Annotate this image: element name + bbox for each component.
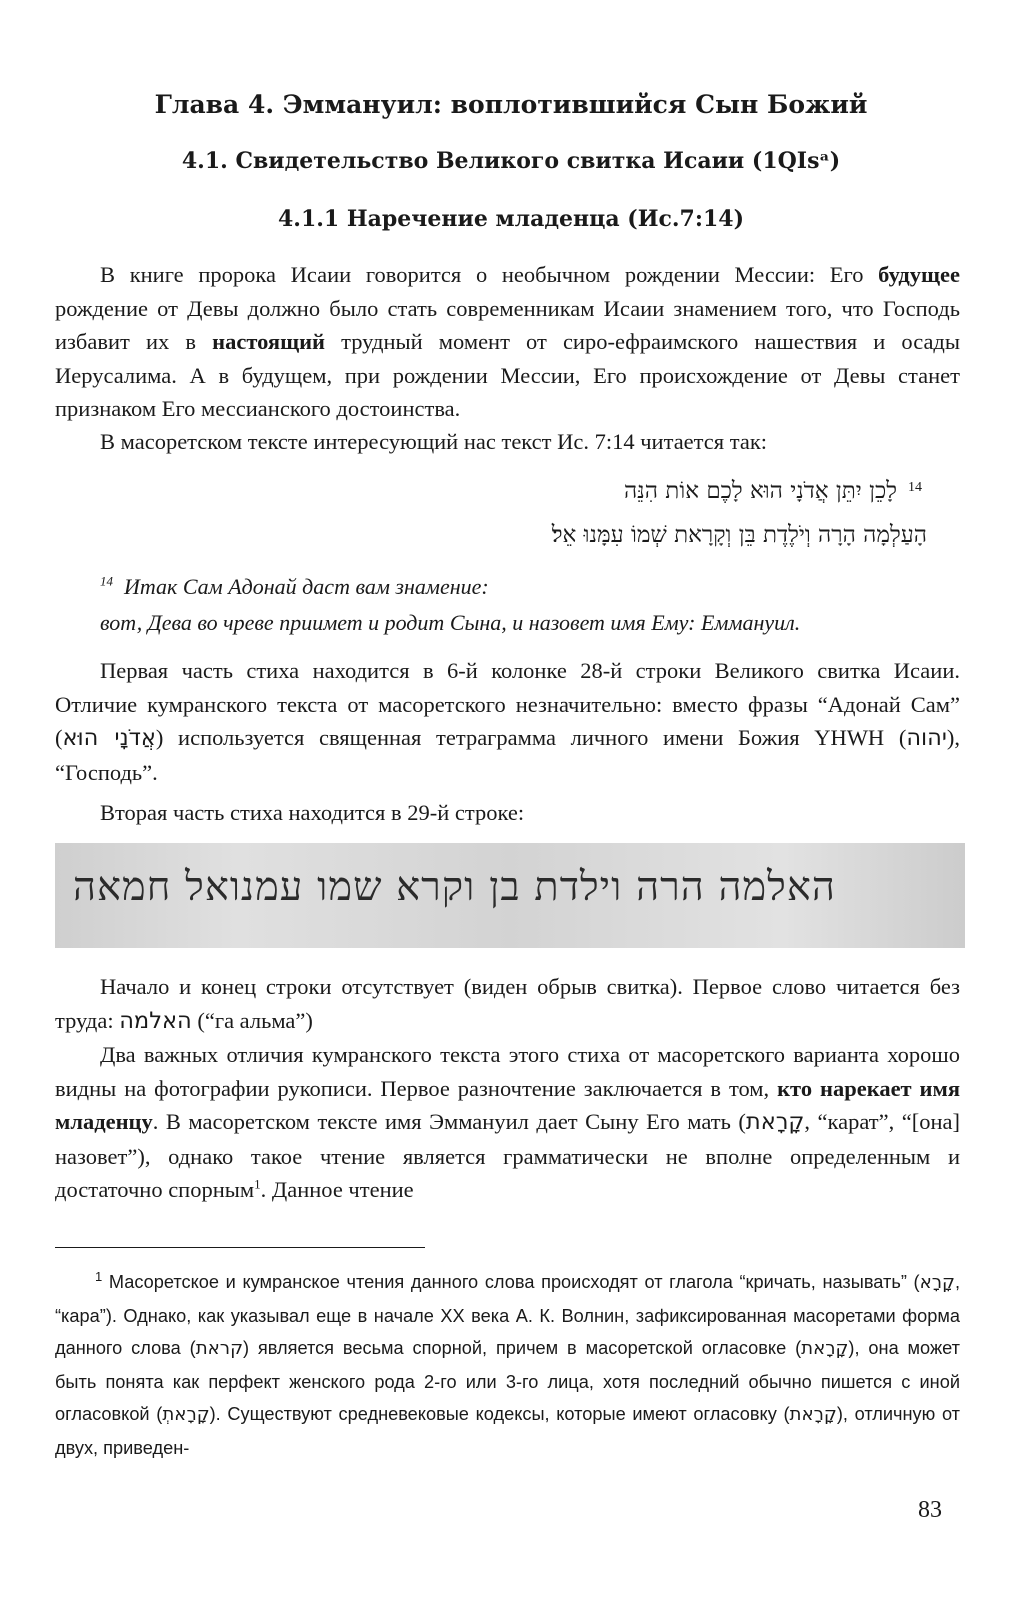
paragraph-masoretic-intro: В масоретском тексте интересующий нас текст Ис. 7:14 читается так: [100,429,768,454]
page-number: 83 [918,1497,942,1523]
paragraph-analysis: Начало и конец строки отсутствует (виден обрыв свитка). Первое слово читается без труда: האלמה (“га альма”) Два важных отличия кумранского текста этого стиха от масоретского варианта хорошо видны на фотографии рукописи. Первое разночтение заключается в том, кто нарекает имя младенцу. В масоретском тексте имя Эммануил дает Сыну Его мать (קָרָאת, “карат”, “[она] назовет”), однако такое чтение является грамматически не вполне определенным и достаточно спорным$^1$. Данное чтение [55,974,960,1202]
hebrew-verse-line-2: הָעַלְמָה הָרָה וְיֹלֶדֶת בֵּן וְקָרָאת שְׁמוֹ עִמָּנוּ אֵל׃ [551,522,927,548]
hebrew-verse-line-1: לָכֵן יִתֵּן אֲדֹנָי הוּא לָכֶם אוֹת הִנֵּה [624,478,897,504]
emphasis-who-names: кто нарекает имя младенцу [55,1075,960,1134]
hebrew-verse-number: 14 [908,480,922,495]
section-title: 4.1. Свидетельство Великого свитка Исаии (1QIsᵃ) [181,148,841,174]
scroll-handwriting: האלמה הרה וילדת בן וקרא שמו עמנואל חמאה [73,864,836,910]
emphasis-present: настоящий [212,329,325,354]
scroll-photo [55,843,965,948]
chapter-title: Глава 4. Эммануил: воплотившийся Сын Божий [154,90,868,119]
footnote-ref[interactable]: 1 [254,1176,261,1192]
translation-line-1: $^{14}$ Итак Сам Адонай даст вам знамение: [100,573,489,599]
footnote: $^1$ Масоретское и кумранское чтения данного слова происходят от глагола “кричать, называть” (קָרָא, “кара”). Однако, как указывал еще в начале XX века А. К. Волнин, зафиксированная масоретами форма данного слова (קראת) является весьма спорной, причем в масоретской огласовке (קָרָאת), она может быть понята как перфект женского рода 2-го или 3-го лица, хотя последний обычно пишется с иной огласовкой (קָרָאתְ). Существуют средневековые кодексы, которые имеют огласовку (קָרָאת), отличную от двух, приведен- [55,1268,960,1458]
subsection-title: 4.1.1 Наречение младенца (Ис.7:14) [277,206,744,232]
paragraph-second-part: Вторая часть стиха находится в 29-й строке: [100,800,525,825]
footnote-divider [55,1247,425,1248]
paragraph-first-part: Первая часть стиха находится в 6-й колонке 28-й строки Великого свитка Исаии. Отличие кумранского текста от масоретского незначительно: вместо фразы “Адонай Сам” (אֲדֹנָי הוּא) используется священная тетраграмма личного имени Божия YHWH (יהוה), “Господь”. [55,658,961,785]
emphasis-future: будущее [878,262,960,287]
translation-line-2: вот, Дева во чреве приимет и родит Сына, и назовет имя Ему: Еммануил. [100,610,801,635]
paragraph-intro: В книге пророка Исаии говорится о необычном рождении Мессии: Его будущее рождение от Девы должно было стать современникам Исаии знамением того, что Господь избавит их в настоящий трудный момент от сиро-ефраимского нашествия и осады Иерусалима. А в будущем, при рождении Мессии, Его происхождение от Девы станет признаком Его мессианского достоинства. [55,262,961,421]
